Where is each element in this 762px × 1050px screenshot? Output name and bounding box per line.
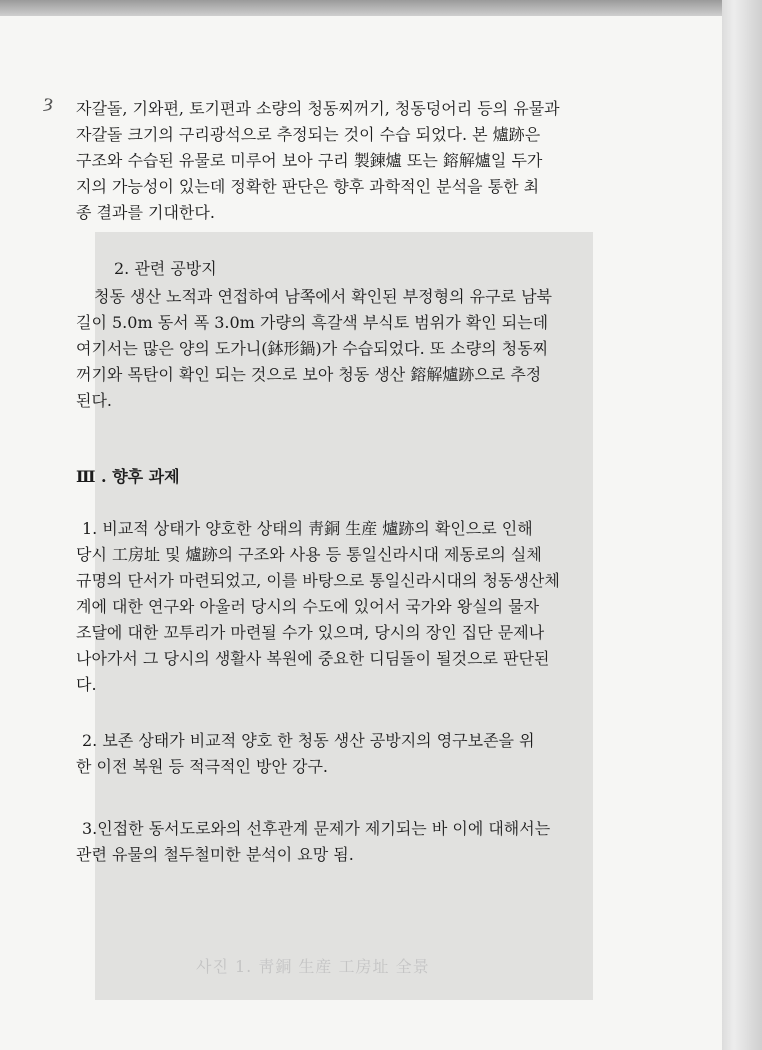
text-line: 관련 유물의 철두철미한 분석이 요망 됨.	[76, 845, 354, 864]
scan-top-edge	[0, 0, 724, 16]
text-line: 구조와 수습된 유물로 미루어 보아 구리 製鍊爐 또는 鎔解爐일 두가	[76, 151, 543, 170]
text-line: 꺼기와 목탄이 확인 되는 것으로 보아 청동 생산 鎔解爐跡으로 추정	[76, 365, 542, 384]
text-line: 자갈돌, 기와편, 토기편과 소량의 청동찌꺼기, 청동덩어리 등의 유물과	[76, 99, 560, 118]
text-line: 종 결과를 기대한다.	[76, 203, 215, 222]
text-line: 조달에 대한 꼬투리가 마련될 수가 있으며, 당시의 장인 집단 문제나	[76, 623, 545, 642]
sub-heading: 2. 관련 공방지	[114, 259, 217, 278]
text-line: 다.	[76, 675, 97, 694]
text-line: 청동 생산 노적과 연접하여 남쪽에서 확인된 부정형의 유구로 남북	[94, 287, 553, 306]
section-heading: Ⅲ . 향후 과제	[76, 467, 180, 486]
text-line: 자갈돌 크기의 구리광석으로 추정되는 것이 수습 되었다. 본 爐跡은	[76, 125, 541, 144]
item-1	[76, 516, 560, 698]
text-line: 지의 가능성이 있는데 정확한 판단은 향후 과학적인 분석을 통한 최	[76, 177, 540, 196]
text-line: 여기서는 많은 양의 도가니(鉢形鍋)가 수습되었다. 또 소량의 청동찌	[76, 339, 549, 358]
item-3	[76, 816, 550, 868]
text-line: 2. 보존 상태가 비교적 양호 한 청동 생산 공방지의 영구보존을 위	[82, 731, 535, 750]
text-line: 된다.	[76, 391, 112, 410]
text-line: 1. 비교적 상태가 양호한 상태의 靑銅 生産 爐跡의 확인으로 인해	[82, 519, 533, 538]
handwritten-mark: ȝ	[42, 91, 56, 114]
photo-caption: 사진 1. 靑銅 生産 工房址 全景	[196, 957, 430, 976]
item-2	[76, 728, 535, 780]
text-line: 계에 대한 연구와 아울러 당시의 수도에 있어서 국가와 왕실의 물자	[76, 597, 540, 616]
text-line: 당시 工房址 및 爐跡의 구조와 사용 등 통일신라시대 제동로의 실체	[76, 545, 542, 564]
text-line: 나아가서 그 당시의 생활사 복원에 중요한 디딤돌이 될것으로 판단된	[76, 649, 550, 668]
text-line: 길이 5.0m 동서 폭 3.0m 가량의 흑갈색 부식토 범위가 확인 되는데	[76, 313, 549, 332]
text-line: 한 이전 복원 등 적극적인 방안 강구.	[76, 757, 328, 776]
adjacent-page-edge	[722, 0, 762, 1050]
paragraph-workshop	[76, 284, 552, 414]
paragraph-top	[76, 96, 560, 226]
text-line: 규명의 단서가 마련되었고, 이를 바탕으로 통일신라시대의 청동생산체	[76, 571, 560, 590]
text-line: 3.인접한 동서도로와의 선후관계 문제가 제기되는 바 이에 대해서는	[82, 819, 551, 838]
